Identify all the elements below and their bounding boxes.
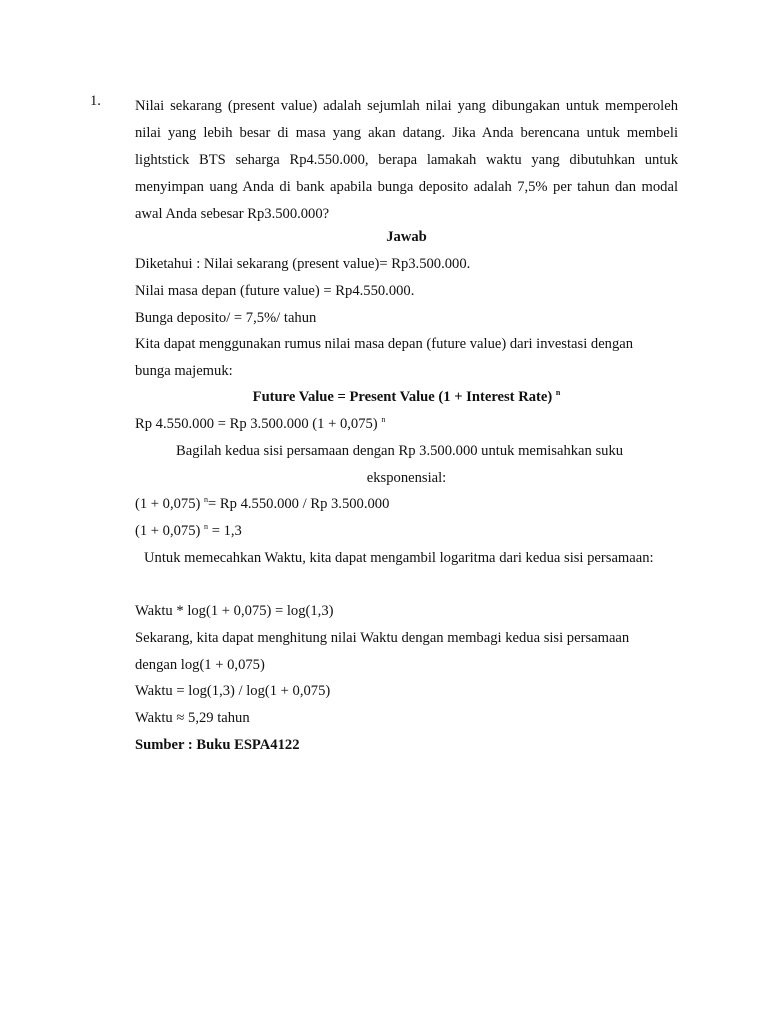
step-2-exponent: n	[204, 522, 209, 531]
formula-exponent: n	[555, 388, 561, 397]
log-intro: Untuk memecahkan Waktu, kita dapat mengambil logaritma dari kedua sisi persamaan:	[144, 550, 654, 566]
step-2-right: = 1,3	[208, 523, 242, 539]
solve-line-1: Sekarang, kita dapat menghitung nilai Waktu dengan membagi kedua sisi persamaan	[135, 630, 630, 646]
substitution	[135, 414, 385, 434]
step-1-left: (1 + 0,075)	[135, 496, 201, 512]
step-2-left: (1 + 0,075)	[135, 523, 201, 539]
step-1	[135, 494, 389, 514]
source: Sumber : Buku ESPA4122	[135, 737, 300, 753]
method-line-2: bunga majemuk:	[135, 363, 233, 379]
solve-line-2: dengan log(1 + 0,075)	[135, 657, 265, 673]
substitution-text: Rp 4.550.000 = Rp 3.500.000 (1 + 0,075)	[135, 416, 378, 432]
question-paragraph: Nilai sekarang (present value) adalah sejumlah nilai yang dibungakan untuk memperoleh nilai yang lebih besar di masa yang akan datang. Jika Anda berencana untuk membeli lightstick BTS seharga Rp4.550.000, berapa lamakah waktu yang dibutuhkan untuk menyimpan uang Anda di bank apabila bunga deposito adalah 7,5% per tahun dan modal awal Anda sebesar Rp3.500.000?	[135, 98, 678, 222]
substitution-exponent: n	[381, 415, 386, 424]
formula	[135, 387, 678, 407]
log-equation: Waktu * log(1 + 0,075) = log(1,3)	[135, 603, 334, 619]
method-line-1: Kita dapat menggunakan rumus nilai masa depan (future value) dari investasi dengan	[135, 336, 634, 352]
item-number: 1.	[90, 93, 101, 109]
step-1-exponent: n	[204, 495, 209, 504]
result-expression: Waktu = log(1,3) / log(1 + 0,075)	[135, 683, 331, 699]
divide-line-2: eksponensial:	[366, 470, 447, 486]
formula-text: Future Value = Present Value (1 + Interest Rate)	[252, 389, 553, 405]
answer-heading: Jawab	[386, 229, 427, 245]
divide-line-1: Bagilah kedua sisi persamaan dengan Rp 3.500.000 untuk memisahkan suku	[176, 443, 624, 459]
result-value: Waktu ≈ 5,29 tahun	[135, 710, 250, 726]
known-present-value: Diketahui : Nilai sekarang (present value)= Rp3.500.000.	[135, 256, 471, 272]
step-1-right: = Rp 4.550.000 / Rp 3.500.000	[208, 496, 390, 512]
step-2	[135, 521, 242, 541]
known-future-value: Nilai masa depan (future value) = Rp4.550.000.	[135, 283, 415, 299]
known-interest-rate: Bunga deposito/ = 7,5%/ tahun	[135, 310, 317, 326]
